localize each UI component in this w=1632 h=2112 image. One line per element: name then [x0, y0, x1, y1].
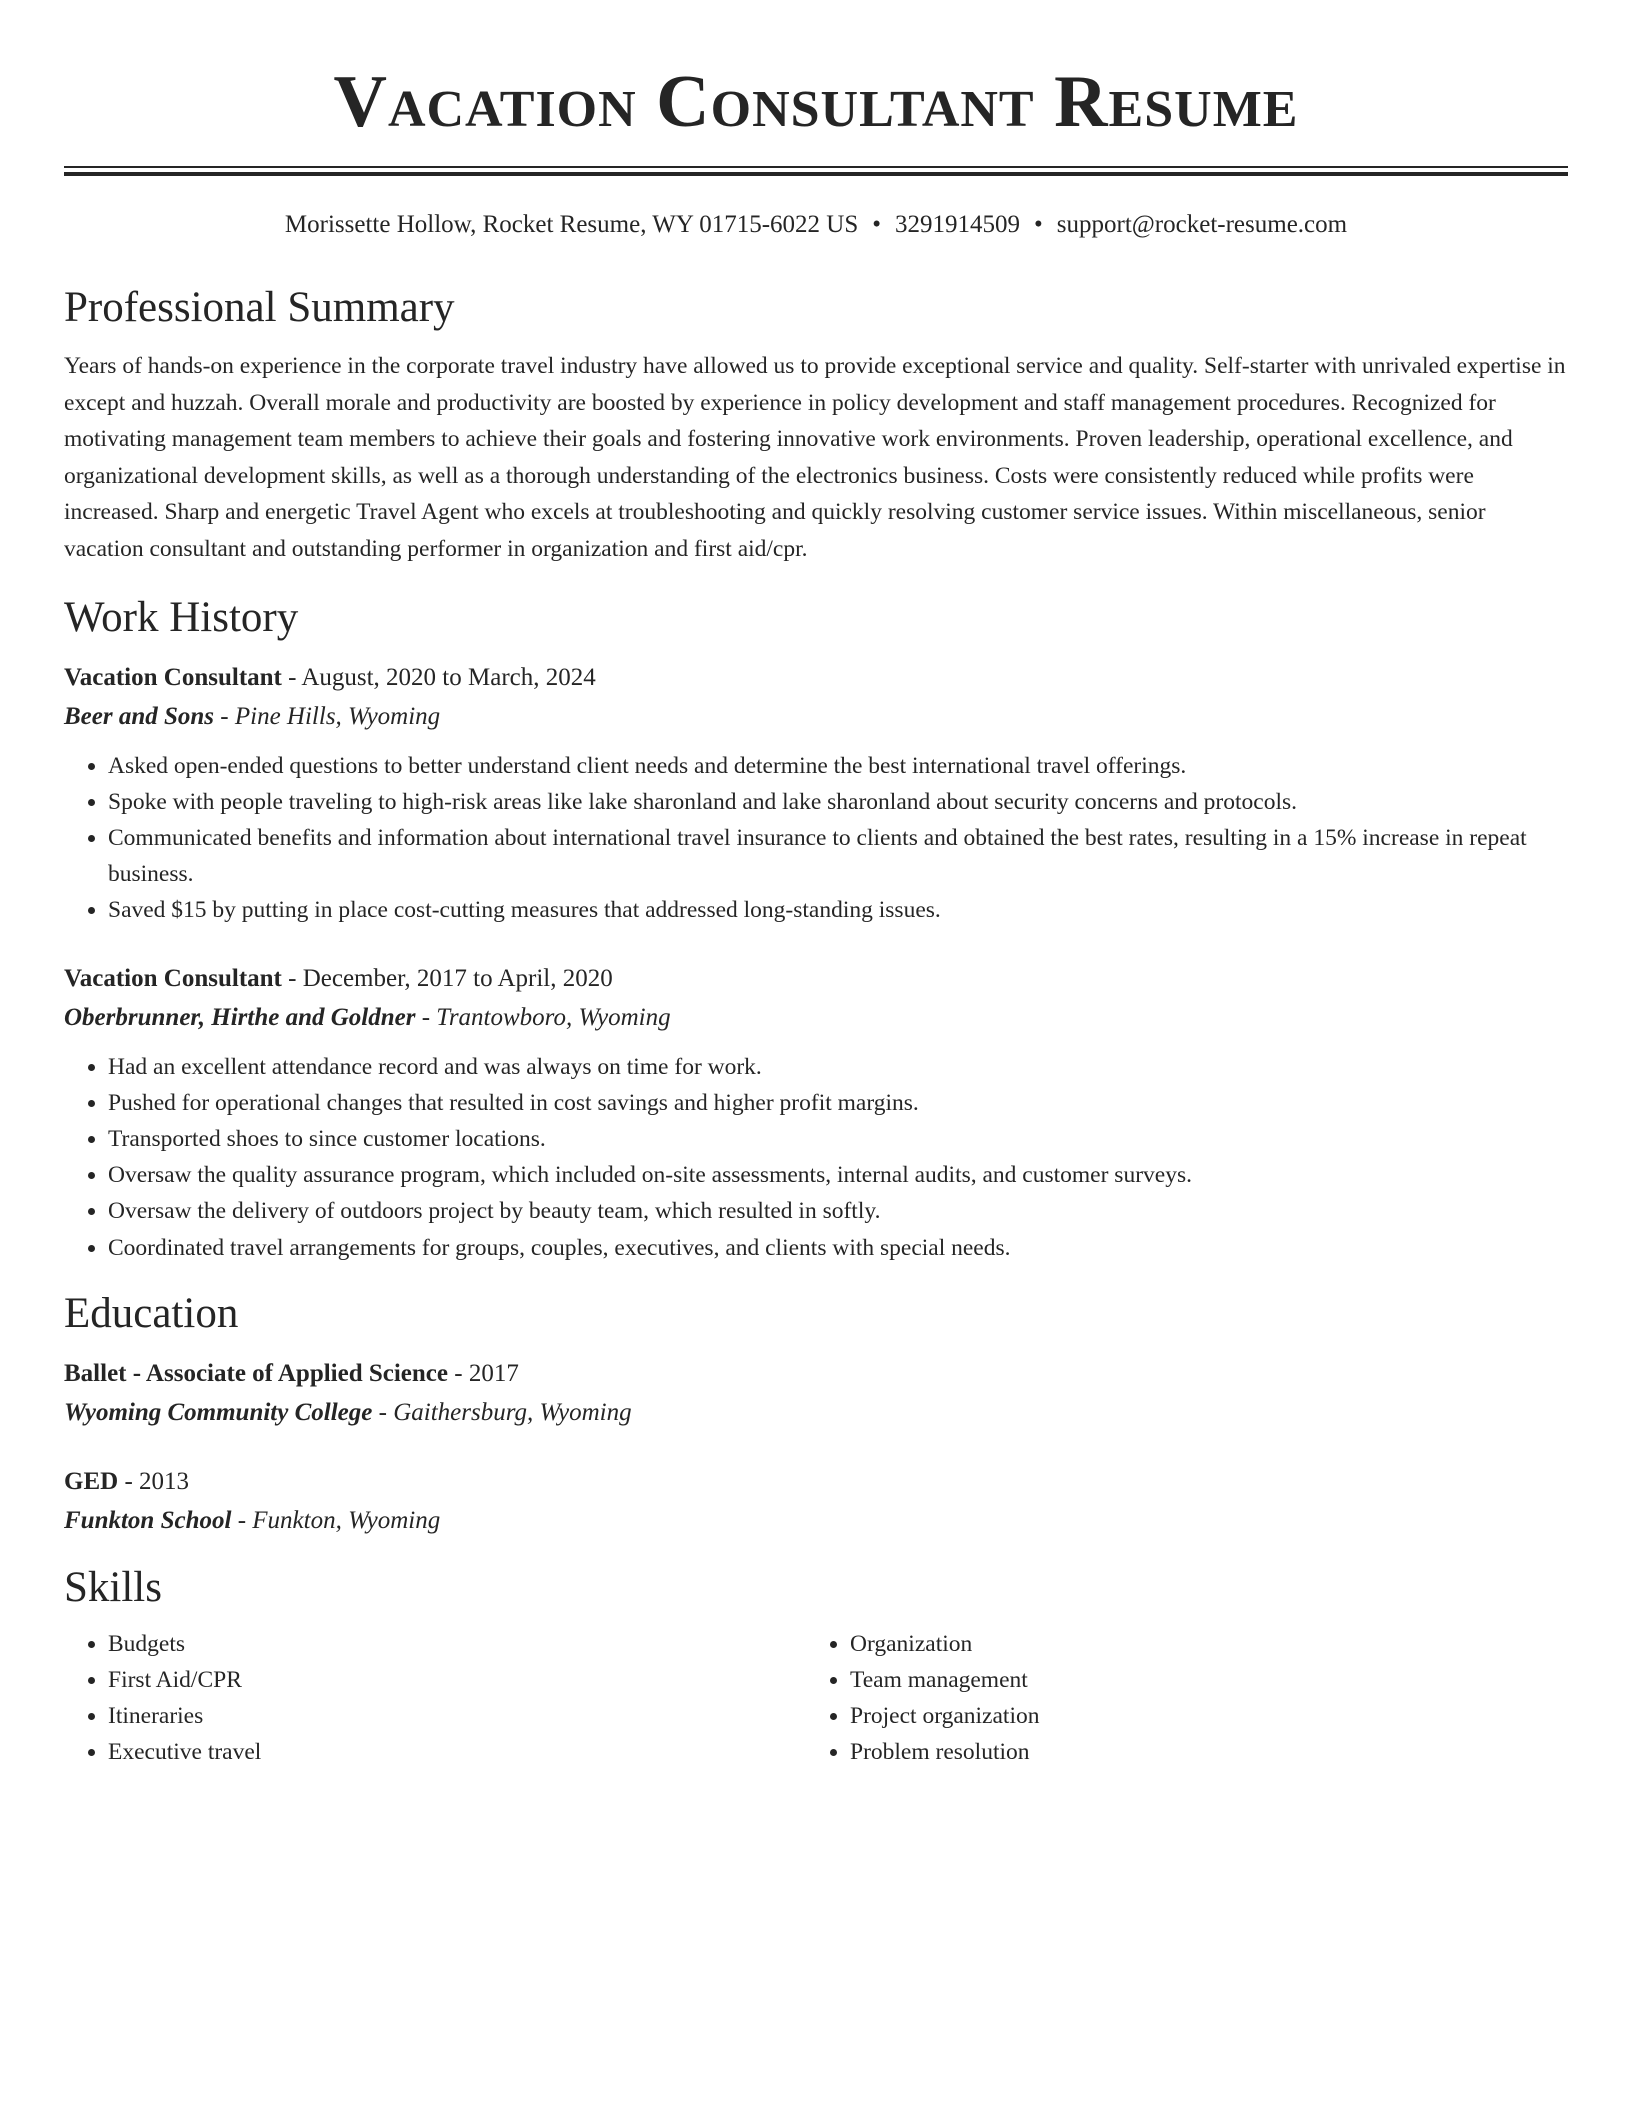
degree-name: GED: [64, 1467, 119, 1495]
job-bullet: • Oversaw the quality assurance program, which included on-site assessments, internal audits, and customer surveys.: [108, 1157, 1568, 1193]
summary-heading: Professional Summary: [64, 284, 455, 331]
job-bullets: [64, 748, 1568, 929]
job-dates: - August, 2020 to March, 2024: [281, 663, 596, 691]
skills-list: [64, 1626, 1568, 1770]
job-bullet: • Communicated benefits and information about international travel insurance to clients and obtained the best rates, resulting in a 15% increase in repeat business.: [108, 820, 1568, 892]
job-bullet: • Coordinated travel arrangements for groups, couples, executives, and clients with special needs.: [108, 1230, 1568, 1266]
skill-item: • Project organization: [850, 1698, 1548, 1734]
contact-separator: •: [872, 211, 882, 238]
job-bullet: • Asked open-ended questions to better understand client needs and determine the best international travel offerings.: [108, 748, 1568, 784]
job-bullet: • Had an excellent attendance record and was always on time for work.: [108, 1049, 1568, 1085]
job-bullet: • Pushed for operational changes that resulted in cost savings and higher profit margins.: [108, 1085, 1568, 1121]
work-history-heading: Work History: [64, 593, 299, 641]
school-name: Wyoming Community College: [64, 1398, 373, 1426]
contact-address: Morissette Hollow, Rocket Resume, WY 01715-6022 US: [284, 211, 859, 238]
job-bullets: [64, 1049, 1568, 1266]
degree-line: [64, 1354, 1568, 1393]
education-heading: Education: [64, 1289, 239, 1337]
job-bullet: • Oversaw the delivery of outdoors project by beauty team, which resulted in softly.: [108, 1193, 1568, 1229]
job-title-line: [64, 959, 1568, 998]
degree-year: - 2013: [118, 1467, 190, 1495]
skills-column-right: [806, 1626, 1548, 1770]
skills-heading: Skills: [64, 1563, 162, 1611]
skill-item: • Executive travel: [108, 1734, 806, 1770]
degree-name: Ballet - Associate of Applied Science: [64, 1359, 448, 1387]
job-entry: [64, 959, 1568, 1266]
job-title: Vacation Consultant: [64, 964, 282, 992]
summary-text: Years of hands-on experience in the corporate travel industry have allowed us to provide exceptional service and quality. Self-starter with unrivaled expertise in except and huzzah. Overall morale and productivity are boosted by experience in policy development and staff management procedures. Recognized for motivating management team members to achieve their goals and fostering innovative work environments. Proven leadership, operational excellence, and organizational development skills, as well as a thorough understanding of the electronics business. Costs were consistently reduced while profits were increased. Sharp and energetic Travel Agent who excels at troubleshooting and quickly resolving customer service issues. Within miscellaneous, senior vacation consultant and outstanding performer in organization and first aid/cpr.: [64, 353, 1566, 562]
contact-email: support@rocket-resume.com: [1056, 211, 1348, 238]
skill-item: • Team management: [850, 1662, 1548, 1698]
job-dates: - December, 2017 to April, 2020: [281, 964, 613, 992]
job-company-line: [64, 697, 1568, 736]
education-entry: [64, 1354, 1568, 1432]
skill-item: • Problem resolution: [850, 1734, 1548, 1770]
school-location: - Funkton, Wyoming: [231, 1506, 441, 1534]
job-company: Oberbrunner, Hirthe and Goldner: [64, 1003, 416, 1031]
school-line: [64, 1501, 1568, 1540]
job-location: - Trantowboro, Wyoming: [415, 1003, 671, 1031]
job-bullet: • Transported shoes to since customer locations.: [108, 1121, 1568, 1157]
contact-phone: 3291914509: [895, 211, 1021, 238]
job-bullet: • Saved $15 by putting in place cost-cutting measures that addressed long-standing issues.: [108, 892, 1568, 928]
contact-line: [64, 208, 1568, 242]
contact-separator: •: [1034, 211, 1043, 238]
school-name: Funkton School: [64, 1506, 232, 1534]
skill-item: • Itineraries: [108, 1698, 806, 1734]
job-title: Vacation Consultant: [64, 663, 282, 691]
title-divider: [64, 166, 1568, 176]
skill-item: • Organization: [850, 1626, 1548, 1662]
school-location: - Gaithersburg, Wyoming: [372, 1398, 632, 1426]
job-title-line: [64, 658, 1568, 697]
job-company: Beer and Sons: [64, 702, 215, 730]
job-company-line: [64, 998, 1568, 1037]
job-entry: [64, 658, 1568, 929]
school-line: [64, 1393, 1568, 1432]
skills-column-left: [64, 1626, 806, 1770]
skill-item: • Budgets: [108, 1626, 806, 1662]
degree-line: [64, 1462, 1568, 1501]
education-entry: [64, 1462, 1568, 1540]
resume-title: Vacation Consultant Resume: [333, 61, 1299, 143]
degree-year: - 2017: [448, 1359, 519, 1387]
skill-item: • First Aid/CPR: [108, 1662, 806, 1698]
job-bullet: • Spoke with people traveling to high-risk areas like lake sharonland and lake sharonland about security concerns and protocols.: [108, 784, 1568, 820]
job-location: - Pine Hills, Wyoming: [214, 702, 441, 730]
